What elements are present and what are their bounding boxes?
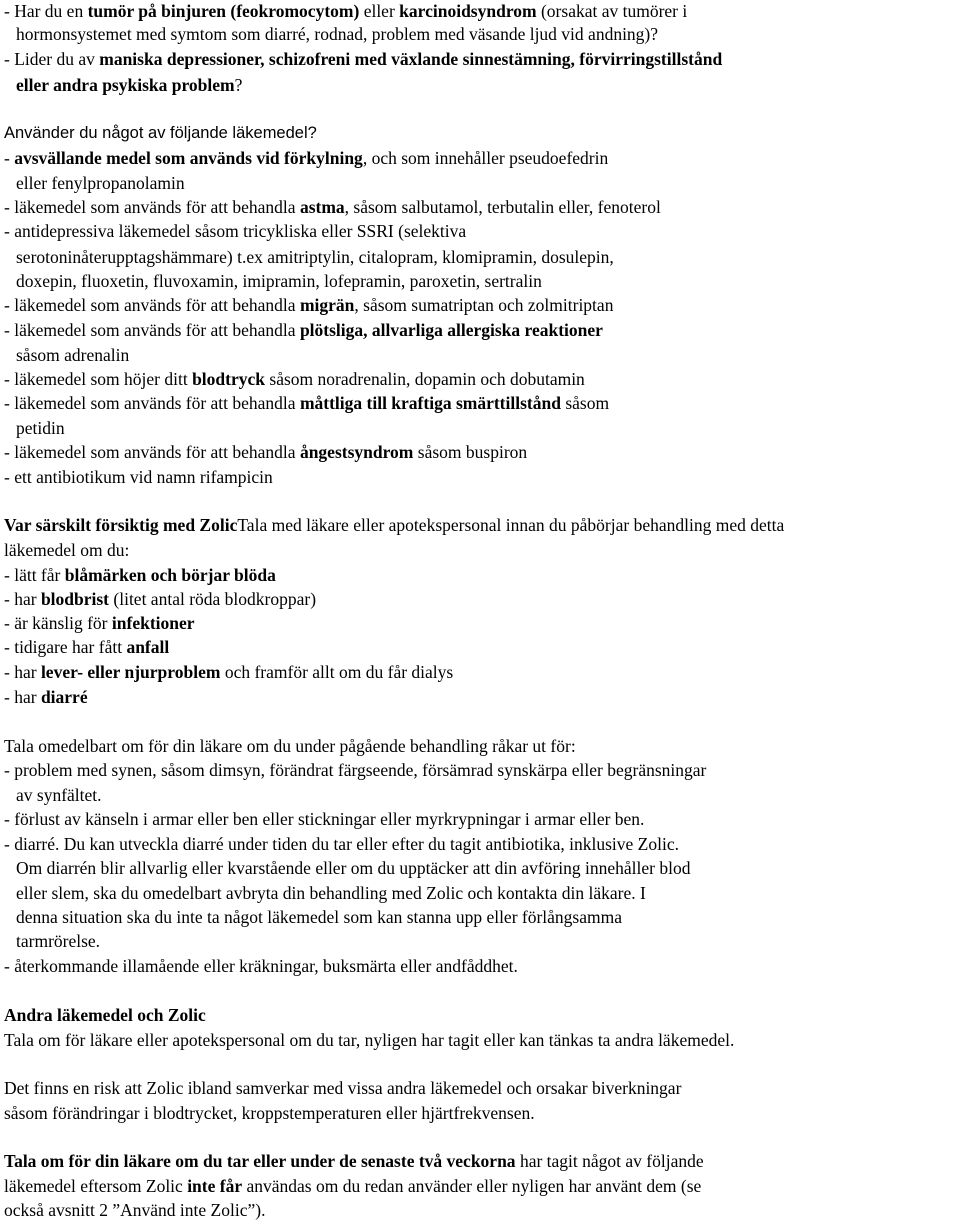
text-line: - Lider du av maniska depressioner, schizofreni med växlande sinnestämning, förvirringstillstånd (4, 49, 723, 69)
section-heading: Använder du något av följande läkemedel? (4, 124, 317, 142)
text-line: läkemedel eftersom Zolic inte får användas om du redan använder eller nyligen har använt dem (se (4, 1176, 702, 1196)
text-line: - läkemedel som används för att behandla måttliga till kraftiga smärttillstånd såsom (4, 393, 610, 413)
text-line: också avsnitt 2 ”Använd inte Zolic”). (4, 1200, 266, 1220)
text-line: - läkemedel som används för att behandla migrän, såsom sumatriptan och zolmitriptan (4, 295, 614, 315)
text-line: Tala omedelbart om för din läkare om du under pågående behandling råkar ut för: (4, 736, 576, 756)
text-line: - ett antibiotikum vid namn rifampicin (4, 467, 273, 487)
text-line: doxepin, fluoxetin, fluvoxamin, imipramin, lofepramin, paroxetin, sertralin (16, 271, 542, 291)
text-line: hormonsystemet med symtom som diarré, rodnad, problem med väsande ljud vid andning)? (16, 24, 659, 44)
text-line: - tidigare har fått anfall (4, 637, 170, 657)
text-line: - lätt får blåmärken och börjar blöda (4, 565, 276, 585)
text-line: såsom förändringar i blodtrycket, kroppstemperaturen eller hjärtfrekvensen. (4, 1103, 535, 1123)
text-line: - är känslig för infektioner (4, 613, 195, 633)
text-line: eller slem, ska du omedelbart avbryta din behandling med Zolic och kontakta din läkare. I (16, 883, 646, 903)
text-line: - återkommande illamående eller kräkningar, buksmärta eller andfåddhet. (4, 956, 518, 976)
text-line: - problem med synen, såsom dimsyn, förändrat färgseende, försämrad synskärpa eller begränsningar (4, 760, 707, 780)
text-line: Det finns en risk att Zolic ibland samverkar med vissa andra läkemedel och orsakar biverkningar (4, 1078, 682, 1098)
text-line: tarmrörelse. (16, 931, 101, 951)
text-line: - antidepressiva läkemedel såsom tricykliska eller SSRI (selektiva (4, 221, 467, 241)
text-line: - förlust av känseln i armar eller ben eller stickningar eller myrkrypningar i armar eller ben. (4, 809, 645, 829)
text-line: - har blodbrist (litet antal röda blodkroppar) (4, 589, 317, 609)
text-line: - läkemedel som används för att behandla ångestsyndrom såsom buspiron (4, 442, 528, 462)
text-line: - läkemedel som används för att behandla plötsliga, allvarliga allergiska reaktioner (4, 320, 603, 340)
text-line: läkemedel om du: (4, 540, 130, 560)
text-line: - har diarré (4, 687, 88, 707)
text-line: Tala om för din läkare om du tar eller under de senaste två veckorna har tagit något av följande (4, 1151, 704, 1171)
text-line: - diarré. Du kan utveckla diarré under tiden du tar eller efter du tagit antibiotika, inklusive Zolic. (4, 834, 679, 854)
text-line: serotoninåterupptagshämmare) t.ex amitriptylin, citalopram, klomipramin, dosulepin, (16, 247, 614, 267)
text-line: - avsvällande medel som används vid förkylning, och som innehåller pseudoefedrin (4, 148, 609, 168)
text-line: - läkemedel som höjer ditt blodtryck såsom noradrenalin, dopamin och dobutamin (4, 369, 585, 389)
text-line: av synfältet. (16, 785, 102, 805)
text-line: Var särskilt försiktig med ZolicTala med läkare eller apotekspersonal innan du påbörjar behandling med detta (4, 515, 785, 535)
text-line: Om diarrén blir allvarlig eller kvarstående eller om du upptäcker att din avföring innehåller blod (16, 858, 691, 878)
text-line: såsom adrenalin (16, 345, 130, 365)
text-line: - läkemedel som används för att behandla astma, såsom salbutamol, terbutalin eller, fenoterol (4, 197, 661, 217)
text-line: eller andra psykiska problem? (16, 75, 243, 95)
text-line: Tala om för läkare eller apotekspersonal om du tar, nyligen har tagit eller kan tänkas ta andra läkemedel. (4, 1030, 735, 1050)
text-line: - Har du en tumör på binjuren (feokromocytom) eller karcinoidsyndrom (orsakat av tumörer i (4, 1, 688, 21)
section-heading: Andra läkemedel och Zolic (4, 1005, 206, 1025)
text-line: - har lever- eller njurproblem och framför allt om du får dialys (4, 662, 454, 682)
text-line: petidin (16, 418, 65, 438)
text-line: denna situation ska du inte ta något läkemedel som kan stanna upp eller förlångsamma (16, 907, 623, 927)
text-line: eller fenylpropanolamin (16, 173, 185, 193)
